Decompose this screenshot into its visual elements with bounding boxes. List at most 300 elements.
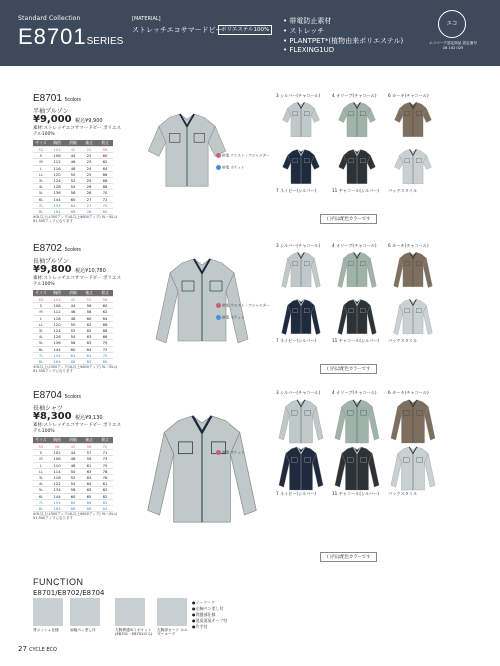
variant-number: 7 bbox=[276, 188, 279, 193]
variant-label bbox=[388, 188, 442, 194]
size-cell: S bbox=[33, 450, 49, 456]
size-cell: 82 bbox=[97, 487, 113, 493]
size-cell: 118 bbox=[49, 474, 65, 480]
size-cell: 60 bbox=[97, 153, 113, 159]
feature-callout bbox=[216, 315, 245, 320]
size-cell: SS bbox=[33, 147, 49, 153]
size-cell: 70 bbox=[97, 444, 113, 450]
size-cell: 60 bbox=[65, 493, 81, 499]
size-cell: 52 bbox=[65, 474, 81, 480]
feature-callout bbox=[216, 303, 270, 308]
price-tax: 税込¥9,900 bbox=[75, 118, 103, 124]
size-cell: 154 bbox=[49, 499, 65, 505]
variant-garment-image bbox=[332, 146, 382, 188]
variant-color: チャコール(シルバー) bbox=[338, 491, 380, 496]
size-cell: 154 bbox=[49, 202, 65, 208]
variant-number: 3 bbox=[276, 93, 279, 98]
color-variant bbox=[332, 390, 386, 444]
size-header-cell: 胸囲 bbox=[49, 437, 65, 444]
size-cell: 62 bbox=[97, 159, 113, 165]
function-title: FUNCTION bbox=[33, 577, 84, 587]
material-name: ストレッチエコサマードビー bbox=[132, 26, 223, 34]
size-cell: 114 bbox=[49, 468, 65, 474]
size-cell: 48 bbox=[65, 315, 81, 321]
size-header-cell: 肩幅 bbox=[65, 140, 81, 147]
variant-number: 11 bbox=[332, 491, 338, 496]
size-cell: 3L bbox=[33, 474, 49, 480]
size-cell: 57 bbox=[81, 450, 97, 456]
function-label: 背メッシュ仕様 bbox=[33, 628, 59, 632]
size-cell: 42 bbox=[65, 147, 81, 153]
size-cell: 25 bbox=[81, 171, 97, 177]
size-table bbox=[33, 290, 113, 365]
size-cell: 62 bbox=[81, 321, 97, 327]
product-material: 素材:ストレッチエコサマードビー ポリエステル100% bbox=[33, 126, 121, 137]
variant-color: シルバー(チャコール) bbox=[280, 243, 321, 248]
legend-item: ●左胸ペン差し付 bbox=[192, 606, 224, 611]
series-suffix: SERIES bbox=[86, 36, 124, 47]
size-cell: 46 bbox=[65, 456, 81, 462]
page-number: 27 bbox=[18, 645, 27, 653]
product-code-text: E8704 bbox=[33, 390, 62, 401]
variant-label bbox=[332, 338, 386, 344]
size-header-cell: 袖丈 bbox=[81, 437, 97, 444]
color-variant bbox=[276, 443, 330, 497]
size-cell: 124 bbox=[49, 177, 65, 183]
size-cell: 64 bbox=[97, 165, 113, 171]
size-cell: 68 bbox=[97, 177, 113, 183]
size-cell: 28 bbox=[81, 208, 97, 214]
color-variant bbox=[276, 296, 330, 344]
size-cell: 22 bbox=[81, 153, 97, 159]
size-cell: 27 bbox=[81, 202, 97, 208]
product-name: 長袖シャツ bbox=[33, 405, 63, 412]
size-cell: 144 bbox=[49, 493, 65, 499]
variant-label bbox=[388, 338, 442, 344]
size-cell: 64 bbox=[81, 346, 97, 352]
callout-text: 帯電 ポケット bbox=[222, 450, 245, 455]
color-note-text: ( )内は配色カラーです bbox=[327, 555, 371, 560]
variant-garment-image bbox=[332, 443, 382, 491]
catalog-header bbox=[0, 0, 500, 66]
size-cell: S bbox=[33, 303, 49, 309]
size-cell: 5L bbox=[33, 340, 49, 346]
size-cell: 6L bbox=[33, 493, 49, 499]
size-cell: 110 bbox=[49, 462, 65, 468]
size-cell: 58 bbox=[65, 190, 81, 196]
size-cell: 59 bbox=[81, 456, 97, 462]
size-cell: 65 bbox=[81, 358, 97, 364]
product-price bbox=[33, 114, 103, 125]
size-cell: 22 bbox=[81, 147, 97, 153]
size-cell: 6L bbox=[33, 346, 49, 352]
size-header-cell: 袖丈 bbox=[81, 140, 97, 147]
size-header-cell: サイズ bbox=[33, 437, 49, 444]
feature-item: • 帯電防止素材 bbox=[283, 17, 332, 25]
size-cell: SS bbox=[33, 444, 49, 450]
table-row bbox=[33, 208, 113, 214]
size-cell: 64 bbox=[81, 481, 97, 487]
variant-garment-image bbox=[388, 396, 438, 444]
size-cell: 62 bbox=[81, 327, 97, 333]
color-variant bbox=[388, 443, 442, 497]
size-cell: 80 bbox=[97, 208, 113, 214]
color-variant bbox=[276, 243, 330, 291]
size-cell: 84 bbox=[97, 505, 113, 511]
size-cell: 25 bbox=[81, 177, 97, 183]
variant-garment-image bbox=[388, 443, 438, 491]
variant-color: チャコール(シルバー) bbox=[338, 188, 380, 193]
variant-color: バックスタイル bbox=[388, 491, 418, 496]
size-cell: 108 bbox=[49, 303, 65, 309]
variant-garment-image bbox=[276, 296, 326, 338]
size-cell: 8L bbox=[33, 505, 49, 511]
size-cell: 55 bbox=[81, 297, 97, 303]
color-note bbox=[320, 364, 377, 374]
size-cell: 136 bbox=[49, 190, 65, 196]
table-row bbox=[33, 505, 113, 511]
size-cell: 4L bbox=[33, 184, 49, 190]
size-cell: 58 bbox=[97, 297, 113, 303]
variant-number: 4 bbox=[332, 390, 335, 395]
size-cell: L bbox=[33, 315, 49, 321]
size-cell: 106 bbox=[49, 456, 65, 462]
size-table bbox=[33, 437, 113, 512]
color-count: 5colors bbox=[64, 394, 81, 400]
feature-callout bbox=[216, 450, 245, 455]
collection-label: Standard Collection bbox=[18, 15, 81, 22]
size-header-cell: 袖丈 bbox=[81, 290, 97, 297]
size-cell: 54 bbox=[65, 184, 81, 190]
variant-number: 3 bbox=[276, 390, 279, 395]
size-cell: 60 bbox=[97, 303, 113, 309]
product-name: 長袖ブルゾン bbox=[33, 258, 69, 265]
size-cell: 82 bbox=[97, 499, 113, 505]
variant-number: 6 bbox=[388, 390, 391, 395]
product-code bbox=[33, 243, 81, 254]
material-badge: ポリエステル100% bbox=[218, 25, 272, 35]
size-cell: 144 bbox=[49, 346, 65, 352]
size-cell: 54 bbox=[65, 334, 81, 340]
variant-garment-image bbox=[276, 443, 326, 491]
size-cell: 4L bbox=[33, 481, 49, 487]
feature-item: • ストレッチ bbox=[283, 27, 325, 35]
size-cell: 7L bbox=[33, 352, 49, 358]
variant-color: ネイビー(シルバー) bbox=[280, 188, 317, 193]
size-cell: 68 bbox=[65, 505, 81, 511]
size-cell: 102 bbox=[49, 450, 65, 456]
size-cell: 73 bbox=[97, 456, 113, 462]
size-cell: 68 bbox=[65, 208, 81, 214]
feature-callout bbox=[216, 153, 270, 158]
product-price bbox=[33, 411, 103, 422]
variant-color: オリーブ(チャコール) bbox=[336, 93, 377, 98]
size-cell: 70 bbox=[97, 190, 113, 196]
size-cell: 128 bbox=[49, 184, 65, 190]
color-variant bbox=[388, 296, 442, 344]
product-section-e8704 bbox=[33, 390, 473, 560]
size-cell: 8L bbox=[33, 358, 49, 364]
variant-number: 11 bbox=[332, 188, 338, 193]
variant-color: カーキ(チャコール) bbox=[392, 93, 429, 98]
variant-garment-image bbox=[388, 249, 438, 291]
legend-item: ●消臭消臭テープ付 bbox=[192, 618, 228, 623]
legend-item: ●背縫部仕様 bbox=[192, 612, 216, 617]
color-variant bbox=[388, 146, 442, 194]
size-cell: 116 bbox=[49, 165, 65, 171]
size-cell: 104 bbox=[49, 147, 65, 153]
variant-number: 7 bbox=[276, 491, 279, 496]
size-cell: 23 bbox=[81, 159, 97, 165]
variant-color: ネイビー(シルバー) bbox=[280, 491, 317, 496]
size-cell: 62 bbox=[97, 309, 113, 315]
price-value: ¥9,000 bbox=[33, 114, 72, 125]
size-cell: 82 bbox=[97, 493, 113, 499]
size-cell: M bbox=[33, 309, 49, 315]
size-note: ※3L以上は300アップ(4L以上¥600アップ) 5L〜8Lは¥1,500アップになります bbox=[33, 215, 118, 224]
function-label: 左胸部カード ホルダーループ bbox=[157, 628, 188, 637]
variant-number: 3 bbox=[276, 243, 279, 248]
size-cell: 58 bbox=[97, 147, 113, 153]
size-header-cell: サイズ bbox=[33, 290, 49, 297]
callout-text: 帯電 ウエスト・アジャスター bbox=[222, 303, 270, 308]
size-header-cell: 着丈 bbox=[97, 290, 113, 297]
size-cell: 70 bbox=[97, 340, 113, 346]
size-cell: 52 bbox=[65, 177, 81, 183]
size-cell: 112 bbox=[49, 309, 65, 315]
size-cell: 65 bbox=[81, 493, 97, 499]
color-variant bbox=[388, 93, 442, 141]
function-photo-mesh bbox=[33, 598, 63, 626]
function-photo-pen bbox=[70, 598, 100, 626]
size-cell: 75 bbox=[97, 352, 113, 358]
size-cell: LL bbox=[33, 468, 49, 474]
pink-dot-icon bbox=[216, 153, 221, 158]
series-id: E8701 bbox=[18, 24, 87, 49]
size-cell: 6L bbox=[33, 196, 49, 202]
size-table-header bbox=[33, 437, 113, 444]
variant-label bbox=[332, 188, 386, 194]
product-section-e8702 bbox=[33, 243, 473, 393]
size-cell: 108 bbox=[49, 153, 65, 159]
size-cell: 66 bbox=[97, 321, 113, 327]
size-table bbox=[33, 140, 113, 215]
function-label: 肩幅ペン差し付 bbox=[70, 628, 96, 632]
size-cell: 116 bbox=[49, 315, 65, 321]
size-table-header bbox=[33, 140, 113, 147]
price-value: ¥9,800 bbox=[33, 264, 72, 275]
size-cell: 120 bbox=[49, 171, 65, 177]
main-product-photo bbox=[143, 251, 261, 351]
product-code-text: E8701 bbox=[33, 93, 62, 104]
size-cell: 3L bbox=[33, 177, 49, 183]
size-cell: 7L bbox=[33, 202, 49, 208]
color-variant bbox=[276, 390, 330, 444]
function-subtitle: E8701/E8702/E8704 bbox=[33, 589, 105, 597]
pink-dot-icon bbox=[216, 303, 221, 308]
size-cell: 72 bbox=[97, 346, 113, 352]
blue-dot-icon bbox=[216, 165, 221, 170]
variant-label bbox=[388, 491, 442, 497]
variant-label bbox=[276, 491, 330, 497]
size-cell: 78 bbox=[97, 468, 113, 474]
color-variant bbox=[388, 390, 442, 444]
size-cell: 64 bbox=[65, 202, 81, 208]
size-cell: 42 bbox=[65, 444, 81, 450]
size-cell: 75 bbox=[97, 202, 113, 208]
variant-label bbox=[332, 491, 386, 497]
product-code bbox=[33, 93, 81, 104]
product-code-text: E8702 bbox=[33, 243, 62, 254]
size-header-cell: 胸囲 bbox=[49, 290, 65, 297]
color-variant bbox=[332, 296, 386, 344]
size-cell: 48 bbox=[65, 462, 81, 468]
product-section-e8701 bbox=[33, 93, 473, 243]
variant-color: シルバー(チャコール) bbox=[280, 93, 321, 98]
pink-dot-icon bbox=[216, 450, 221, 455]
size-cell: LL bbox=[33, 321, 49, 327]
variant-label bbox=[276, 188, 330, 194]
size-cell: L bbox=[33, 165, 49, 171]
size-cell: 46 bbox=[65, 159, 81, 165]
color-variant bbox=[332, 443, 386, 497]
variant-color: カーキ(チャコール) bbox=[392, 390, 429, 395]
series-title bbox=[18, 24, 123, 50]
size-header-cell: 着丈 bbox=[97, 140, 113, 147]
variant-number: 4 bbox=[332, 93, 335, 98]
size-note: ※3L以上は300アップ(4L以上¥600アップ) 5L〜8Lは¥1,500アップになります bbox=[33, 512, 118, 521]
size-cell: 78 bbox=[97, 474, 113, 480]
size-cell: 75 bbox=[97, 462, 113, 468]
size-cell: 71 bbox=[97, 450, 113, 456]
size-cell: 128 bbox=[49, 334, 65, 340]
function-photo-card-loop bbox=[157, 598, 187, 626]
size-cell: SS bbox=[33, 297, 49, 303]
variant-color: カーキ(チャコール) bbox=[392, 243, 429, 248]
size-cell: 26 bbox=[81, 190, 97, 196]
variant-garment-image bbox=[332, 396, 382, 444]
size-cell: 164 bbox=[49, 208, 65, 214]
size-cell: 50 bbox=[65, 468, 81, 474]
variant-number: 4 bbox=[332, 243, 335, 248]
size-cell: 66 bbox=[81, 505, 97, 511]
size-cell: 122 bbox=[49, 481, 65, 487]
variant-garment-image bbox=[276, 99, 326, 141]
size-cell: 72 bbox=[97, 196, 113, 202]
variant-color: オリーブ(チャコール) bbox=[336, 243, 377, 248]
callout-text: 帯電 ポケット bbox=[222, 315, 245, 320]
size-cell: 5L bbox=[33, 190, 49, 196]
variant-number: 6 bbox=[388, 243, 391, 248]
page-footer bbox=[18, 645, 57, 653]
product-name: 半袖ブルゾン bbox=[33, 108, 69, 115]
color-count: 5colors bbox=[64, 97, 81, 103]
size-cell: 50 bbox=[65, 321, 81, 327]
size-cell: 134 bbox=[49, 487, 65, 493]
size-note: ※3L以上は300アップ(4L以上¥600アップ) 5L〜8Lは¥1,500アップになります bbox=[33, 365, 118, 374]
color-variant bbox=[388, 243, 442, 291]
feature-item: • FLEXING1UD bbox=[283, 46, 335, 54]
color-note bbox=[320, 552, 377, 562]
size-cell: 58 bbox=[65, 340, 81, 346]
size-cell: 136 bbox=[49, 340, 65, 346]
size-cell: 48 bbox=[65, 165, 81, 171]
size-cell: 63 bbox=[81, 340, 97, 346]
size-header-cell: 肩幅 bbox=[65, 290, 81, 297]
variant-color: ネイビー(シルバー) bbox=[280, 338, 317, 343]
material-label: [MATERIAL] bbox=[132, 16, 161, 22]
size-cell: 42 bbox=[65, 297, 81, 303]
variant-garment-image bbox=[332, 296, 382, 338]
price-tax: 税込¥9,130 bbox=[75, 415, 103, 421]
color-variant bbox=[332, 93, 386, 141]
size-cell: S bbox=[33, 153, 49, 159]
callout-text: 帯電 ポケット bbox=[222, 165, 245, 170]
size-cell: 56 bbox=[81, 444, 97, 450]
variant-color: バックスタイル bbox=[388, 338, 418, 343]
size-cell: 44 bbox=[65, 153, 81, 159]
color-variant bbox=[332, 243, 386, 291]
variant-color: シルバー(チャコール) bbox=[280, 390, 321, 395]
size-cell: 66 bbox=[81, 499, 97, 505]
variant-garment-image bbox=[388, 296, 438, 338]
variant-number: 7 bbox=[276, 338, 279, 343]
size-cell: 24 bbox=[81, 165, 97, 171]
function-label: 左胸貫通3口 ポケット (E8701・E8702のみ) bbox=[115, 628, 153, 637]
size-cell: 104 bbox=[49, 297, 65, 303]
variant-color: オリーブ(チャコール) bbox=[336, 390, 377, 395]
size-header-cell: サイズ bbox=[33, 140, 49, 147]
size-cell: 8L bbox=[33, 208, 49, 214]
size-cell: 63 bbox=[81, 474, 97, 480]
color-variant bbox=[276, 146, 330, 194]
feature-item: • PLANTPET*(植物由来ポリエステル) bbox=[283, 37, 404, 45]
size-cell: 98 bbox=[49, 444, 65, 450]
size-cell: 44 bbox=[65, 450, 81, 456]
size-cell: 164 bbox=[49, 505, 65, 511]
size-cell: 120 bbox=[49, 321, 65, 327]
size-header-cell: 着丈 bbox=[97, 437, 113, 444]
size-cell: 58 bbox=[65, 487, 81, 493]
size-cell: 64 bbox=[65, 499, 81, 505]
footer-label: CYCLE ECO bbox=[29, 647, 57, 653]
size-cell: 44 bbox=[65, 303, 81, 309]
size-cell: 68 bbox=[97, 334, 113, 340]
size-cell: LL bbox=[33, 171, 49, 177]
size-cell: 60 bbox=[81, 315, 97, 321]
size-cell: 164 bbox=[49, 358, 65, 364]
legend-item: ●ノーフーク bbox=[192, 600, 216, 605]
size-cell: 80 bbox=[97, 358, 113, 364]
size-cell: M bbox=[33, 456, 49, 462]
color-note-text: ( )内は配色カラーです bbox=[327, 217, 371, 222]
size-cell: 154 bbox=[49, 352, 65, 358]
size-cell: 5L bbox=[33, 487, 49, 493]
variant-garment-image bbox=[332, 249, 382, 291]
variant-garment-image bbox=[388, 146, 438, 188]
size-cell: 7L bbox=[33, 499, 49, 505]
color-note-text: ( )内は配色カラーです bbox=[327, 367, 371, 372]
size-cell: 26 bbox=[81, 184, 97, 190]
size-table-header bbox=[33, 290, 113, 297]
product-price bbox=[33, 264, 106, 275]
size-cell: 64 bbox=[81, 352, 97, 358]
variant-garment-image bbox=[332, 99, 382, 141]
eco-mark-icon: エコ bbox=[438, 10, 466, 38]
size-cell: 63 bbox=[81, 334, 97, 340]
price-value: ¥8,300 bbox=[33, 411, 72, 422]
variant-garment-image bbox=[276, 396, 326, 444]
